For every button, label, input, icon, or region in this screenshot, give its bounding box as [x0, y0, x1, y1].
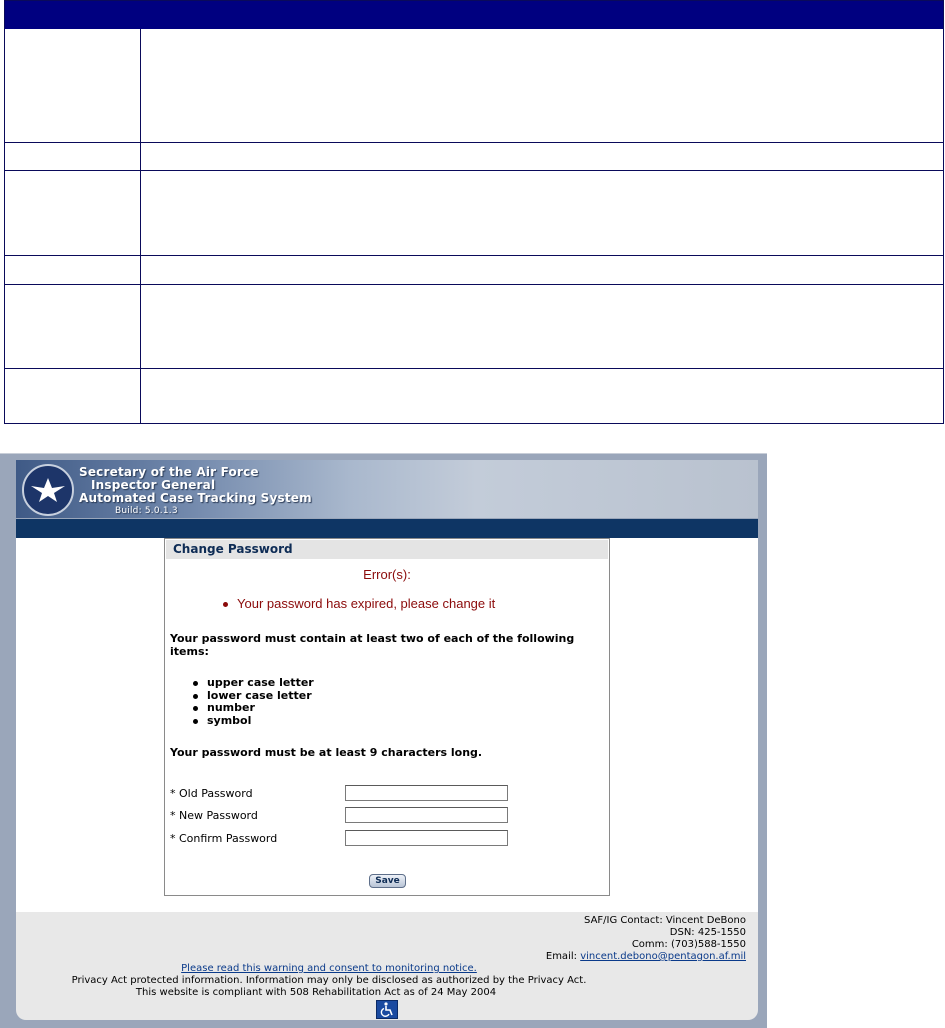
password-requirements: Your password must contain at least two of each of the following items:	[170, 632, 575, 658]
save-button[interactable]: Save	[369, 874, 406, 888]
build-version: Build: 5.0.1.3	[115, 506, 178, 516]
old-password-input[interactable]	[345, 785, 508, 801]
list-item: symbol	[207, 715, 314, 728]
contact-dsn: DSN: 425-1550	[669, 927, 746, 938]
site-banner	[16, 460, 758, 518]
main-content	[16, 538, 758, 912]
table-column-divider	[140, 29, 141, 423]
table-row	[5, 255, 943, 256]
errors-heading: Error(s):	[363, 567, 411, 582]
footer	[16, 912, 758, 1020]
error-item	[237, 596, 495, 611]
list-item: lower case letter	[207, 690, 314, 703]
new-password-label: * New Password	[170, 809, 258, 822]
table-header-bar	[5, 1, 943, 29]
email-link[interactable]: vincent.debono@pentagon.af.mil	[580, 951, 746, 962]
contact-name: SAF/IG Contact: Vincent DeBono	[584, 915, 746, 926]
wheelchair-icon[interactable]	[376, 1000, 398, 1019]
confirm-password-label: * Confirm Password	[170, 832, 278, 845]
table-row	[5, 142, 943, 143]
banner-line-3: Automated Case Tracking System	[79, 491, 312, 505]
contact-info	[546, 915, 746, 963]
table-row	[5, 368, 943, 369]
bullet-icon	[223, 602, 228, 607]
error-message: Your password has expired, please change it	[237, 596, 496, 611]
table-row	[5, 170, 943, 171]
email-label: Email:	[545, 951, 577, 962]
app-frame	[0, 453, 767, 1028]
requirements-list	[207, 677, 314, 727]
compliance-notice: This website is compliant with 508 Rehabilitation Act as of 24 May 2004	[135, 987, 497, 998]
warning-notice-link[interactable]: Please read this warning and consent to monitoring notice.	[181, 963, 477, 974]
banner-line-1: Secretary of the Air Force	[79, 465, 259, 479]
list-item: number	[207, 702, 314, 715]
nav-bar	[16, 519, 758, 538]
privacy-notice: Privacy Act protected information. Information may only be disclosed as authorized by the Privacy Act.	[71, 975, 587, 986]
new-password-input[interactable]	[345, 807, 508, 823]
old-password-label: * Old Password	[170, 787, 253, 800]
panel-title: Change Password	[166, 540, 608, 559]
banner-line-2: Inspector General	[91, 478, 216, 492]
length-requirement: Your password must be at least 9 characters long.	[170, 746, 483, 759]
confirm-password-input[interactable]	[345, 830, 508, 846]
list-item: upper case letter	[207, 676, 314, 689]
contact-email-line	[546, 951, 746, 963]
table-row	[5, 284, 943, 285]
change-password-panel	[164, 538, 610, 896]
contact-comm: Comm: (703)588-1550	[631, 939, 746, 950]
air-force-wings-icon	[22, 464, 74, 516]
top-table	[4, 0, 944, 424]
